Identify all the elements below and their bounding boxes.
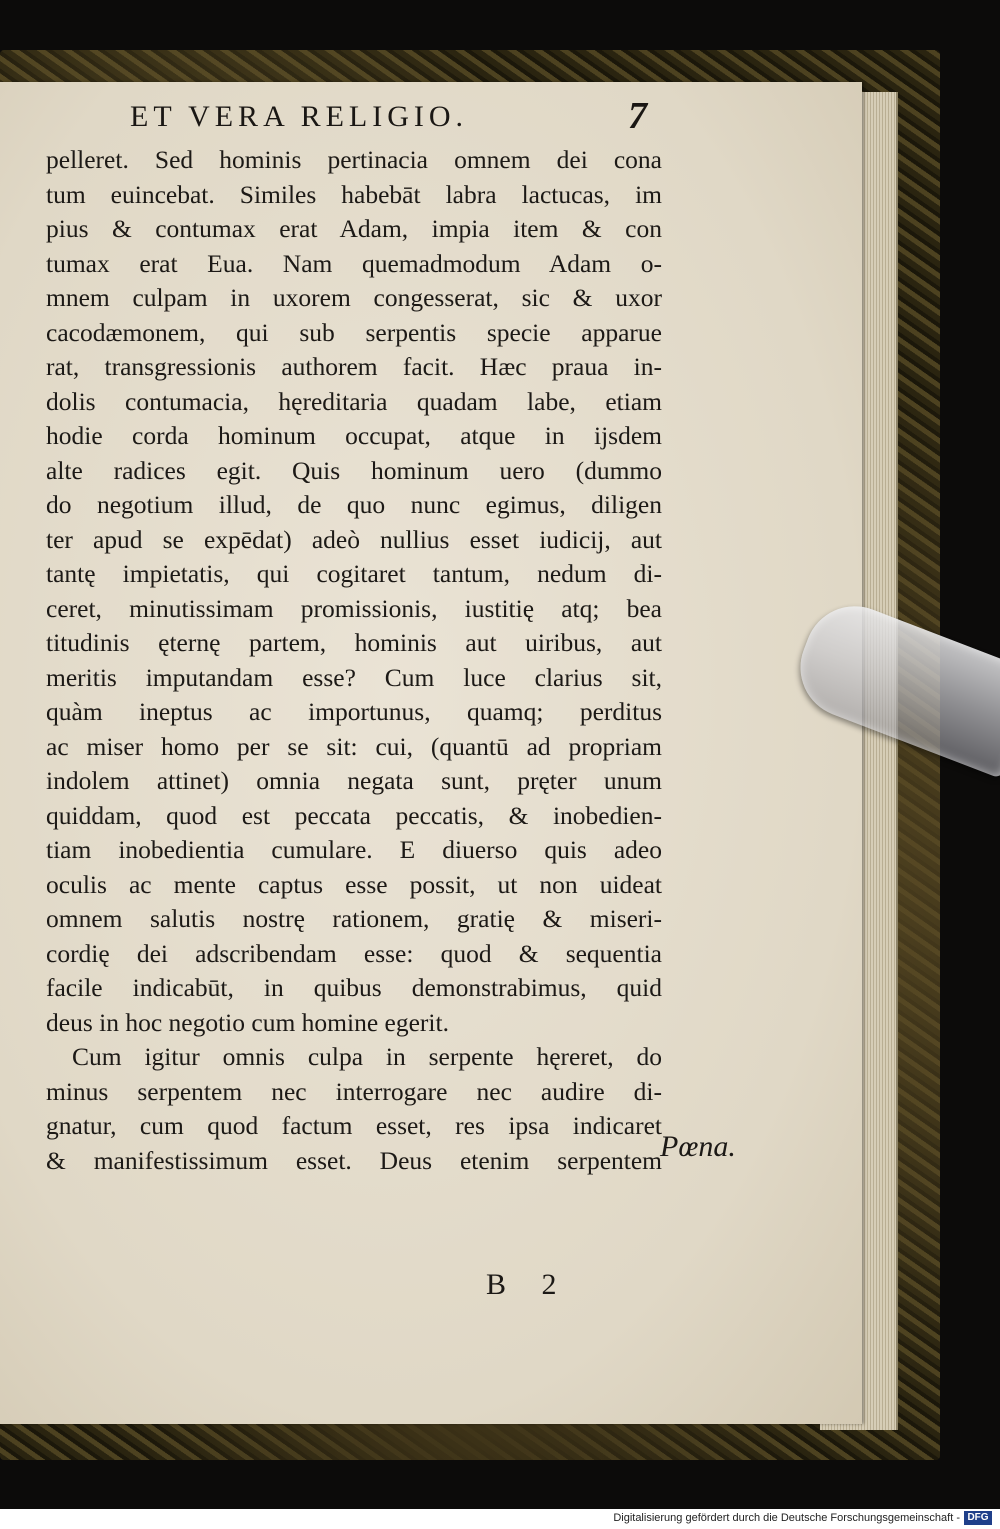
text-line: indolem attinet) omnia negata sunt, pręter unum — [46, 766, 662, 795]
text-line: ac miser homo per se sit: cui, (quantū ad propriam — [46, 731, 662, 761]
text-line: hodie corda hominum occupat, atque in ijsdem — [46, 421, 662, 450]
text-line: tumax erat Eua. Nam quemadmodum Adam o- — [46, 248, 662, 278]
text-line: tantę impietatis, qui cogitaret tantum, nedum di- — [46, 559, 662, 588]
text-line: minus serpentem nec interrogare nec audire di- — [46, 1076, 662, 1106]
text-line: cacodæmonem, qui sub serpentis specie apparue — [46, 317, 662, 347]
text-line: dolis contumacia, hęreditaria quadam labe, etiam — [46, 386, 662, 416]
text-line: tiam inobedientia cumulare. E diuerso quis adeo — [46, 835, 662, 864]
text-line: ceret, minutissimam promissionis, iustitię atq; bea — [46, 593, 662, 623]
dfg-logo-icon: DFG — [964, 1511, 992, 1525]
text-line: ter apud se expēdat) adeò nullius esset iudicij, aut — [46, 524, 662, 554]
text-line: omnem salutis nostrę rationem, gratię & miseri- — [46, 904, 662, 933]
text-line: quàm ineptus ac importunus, quamq; perditus — [46, 697, 662, 726]
running-head: ET VERA RELIGIO. — [130, 100, 469, 133]
text-line: rat, transgressionis authorem facit. Hæc praua in- — [46, 352, 662, 381]
text-block — [46, 143, 662, 1178]
text-line: deus in hoc negotio cum homine egerit. — [46, 1007, 449, 1037]
footer-credit: Digitalisierung gefördert durch die Deutsche Forschungsgemeinschaft - — [613, 1512, 960, 1524]
text-line: meritis imputandam esse? Cum luce clarius sit, — [46, 662, 662, 692]
text-line: gnatur, cum quod factum esset, res ipsa indicaret — [46, 1111, 662, 1140]
text-line: pius & contumax erat Adam, impia item & con — [46, 214, 662, 243]
text-line: do negotium illud, de quo nunc egimus, diligen — [46, 490, 662, 519]
text-line: Cum igitur omnis culpa in serpente hęreret, do — [72, 1042, 662, 1071]
text-line: mnem culpam in uxorem congesserat, sic & uxor — [46, 283, 662, 312]
text-line: tum euincebat. Similes habebāt labra lactucas, im — [46, 179, 662, 209]
text-line: alte radices egit. Quis hominum uero (dummo — [46, 455, 662, 485]
text-line: pelleret. Sed hominis pertinacia omnem dei cona — [46, 145, 662, 174]
signature-mark: B 2 — [486, 1268, 571, 1301]
text-line: oculis ac mente captus esse possit, ut non uideat — [46, 869, 662, 899]
page-number: 7 — [628, 95, 647, 137]
text-line: quiddam, quod est peccata peccatis, & inobedien- — [46, 800, 662, 830]
text-line: & manifestissimum esset. Deus etenim serpentem — [46, 1145, 662, 1175]
text-line: cordię dei adscribendam esse: quod & sequentia — [46, 938, 662, 968]
marginal-note: Pœna. — [660, 1130, 736, 1163]
text-line: facile indicabūt, in quibus demonstrabimus, quid — [46, 973, 662, 1002]
text-line: titudinis ęternę partem, hominis aut uiribus, aut — [46, 628, 662, 657]
